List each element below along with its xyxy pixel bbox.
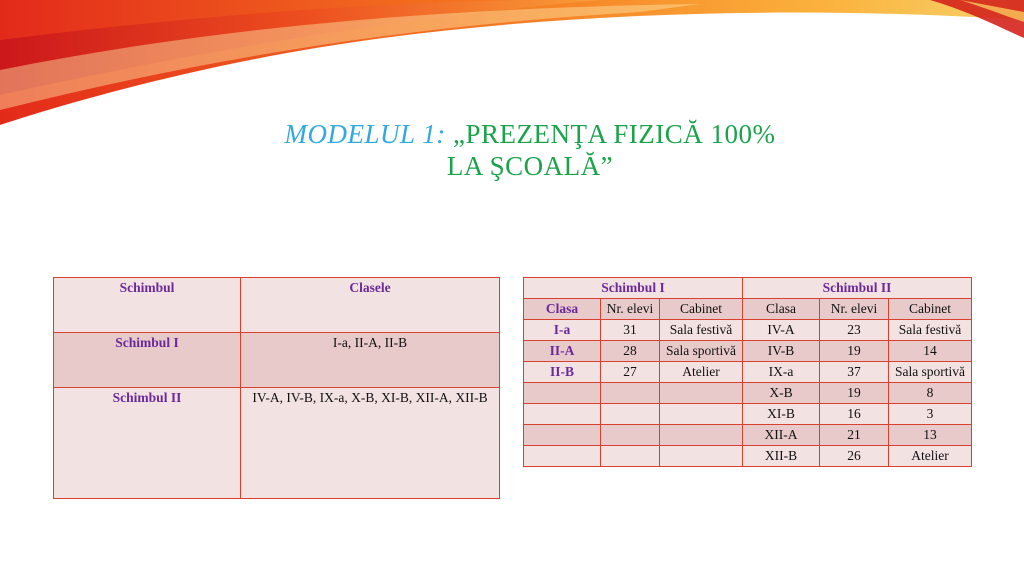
- group-header-shift-2: Schimbul II: [743, 278, 972, 299]
- classes-cell: IV-A, IV-B, IX-a, X-B, XI-B, XII-A, XII-B: [241, 388, 500, 499]
- table-row: [54, 333, 500, 388]
- table-row: [524, 425, 972, 446]
- room-cell: Sala festivă: [889, 320, 972, 341]
- class-cell: IV-A: [743, 320, 820, 341]
- header-shift: Schimbul: [54, 278, 241, 333]
- class-cell: IX-a: [743, 362, 820, 383]
- sub-header-room: Cabinet: [660, 299, 743, 320]
- students-cell: 26: [820, 446, 889, 467]
- room-cell: [660, 404, 743, 425]
- students-cell: 37: [820, 362, 889, 383]
- title-line1: „PREZENŢA FIZICĂ 100%: [453, 119, 776, 149]
- students-cell: [601, 404, 660, 425]
- students-cell: [601, 383, 660, 404]
- room-cell: Sala festivă: [660, 320, 743, 341]
- table-row: [524, 383, 972, 404]
- shift-cell: Schimbul II: [54, 388, 241, 499]
- students-cell: 19: [820, 341, 889, 362]
- table-row: [54, 388, 500, 499]
- room-cell: Atelier: [660, 362, 743, 383]
- room-cell: Sala sportivă: [660, 341, 743, 362]
- class-allocation-table: [523, 277, 972, 467]
- shift-cell: Schimbul I: [54, 333, 241, 388]
- class-cell: [524, 404, 601, 425]
- students-cell: 28: [601, 341, 660, 362]
- room-cell: 14: [889, 341, 972, 362]
- room-cell: 13: [889, 425, 972, 446]
- room-cell: 3: [889, 404, 972, 425]
- table-row: [524, 320, 972, 341]
- table-row: [524, 446, 972, 467]
- class-cell: XII-B: [743, 446, 820, 467]
- shifts-classes-table: [53, 277, 500, 499]
- table-row: [524, 341, 972, 362]
- sub-header-students: Nr. elevi: [820, 299, 889, 320]
- group-header-row: [524, 278, 972, 299]
- group-header-shift-1: Schimbul I: [524, 278, 743, 299]
- room-cell: [660, 446, 743, 467]
- decorative-swoosh: [0, 0, 1024, 130]
- class-cell: [524, 383, 601, 404]
- students-cell: [601, 425, 660, 446]
- students-cell: 16: [820, 404, 889, 425]
- class-cell: II-A: [524, 341, 601, 362]
- slide-title: [150, 118, 910, 182]
- room-cell: Sala sportivă: [889, 362, 972, 383]
- class-cell: [524, 425, 601, 446]
- students-cell: 31: [601, 320, 660, 341]
- students-cell: 23: [820, 320, 889, 341]
- sub-header-students: Nr. elevi: [601, 299, 660, 320]
- students-cell: 21: [820, 425, 889, 446]
- header-classes: Clasele: [241, 278, 500, 333]
- table-row: [524, 362, 972, 383]
- class-cell: IV-B: [743, 341, 820, 362]
- title-lead: MODELUL 1:: [284, 119, 446, 149]
- class-cell: [524, 446, 601, 467]
- room-cell: 8: [889, 383, 972, 404]
- class-cell: II-B: [524, 362, 601, 383]
- sub-header-class: Clasa: [743, 299, 820, 320]
- students-cell: 27: [601, 362, 660, 383]
- class-cell: XII-A: [743, 425, 820, 446]
- classes-cell: I-a, II-A, II-B: [241, 333, 500, 388]
- table-row: [524, 404, 972, 425]
- room-cell: [660, 383, 743, 404]
- sub-header-row: [524, 299, 972, 320]
- sub-header-room: Cabinet: [889, 299, 972, 320]
- room-cell: [660, 425, 743, 446]
- class-cell: I-a: [524, 320, 601, 341]
- room-cell: Atelier: [889, 446, 972, 467]
- class-cell: X-B: [743, 383, 820, 404]
- title-line2: LA ŞCOALĂ”: [446, 151, 614, 181]
- students-cell: 19: [820, 383, 889, 404]
- sub-header-class: Clasa: [524, 299, 601, 320]
- table-header-row: [54, 278, 500, 333]
- class-cell: XI-B: [743, 404, 820, 425]
- students-cell: [601, 446, 660, 467]
